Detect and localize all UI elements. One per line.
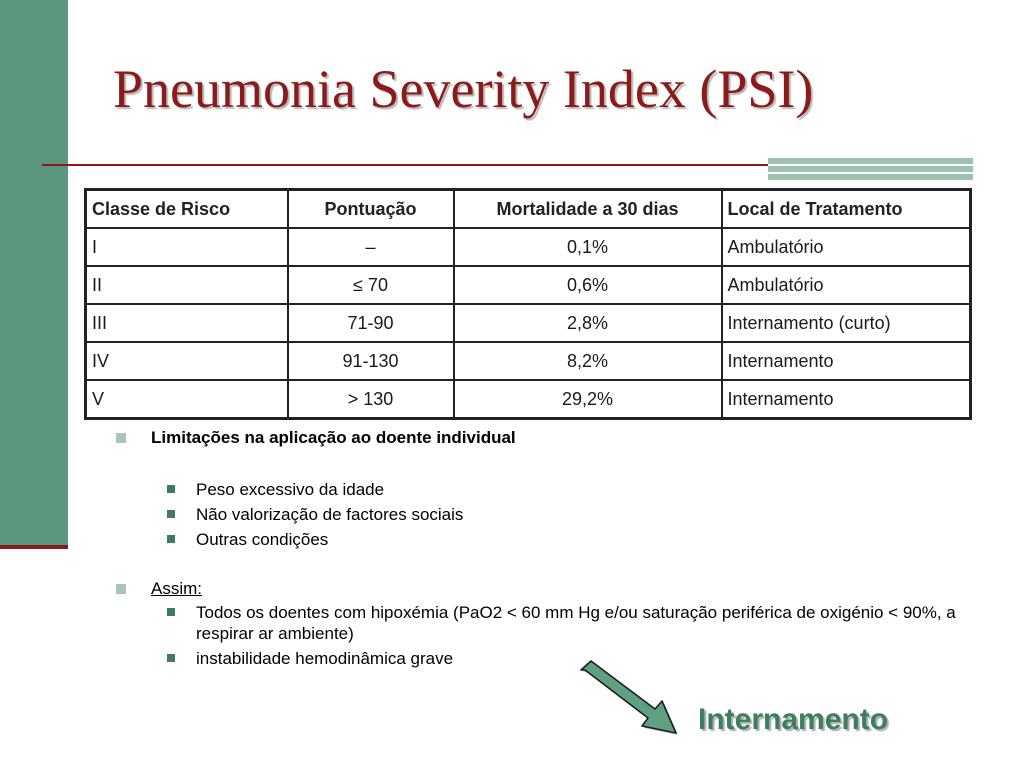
- cell-treatment-site: Ambulatório: [722, 228, 971, 266]
- header-mortality: Mortalidade a 30 dias: [454, 190, 722, 229]
- psi-risk-table: [84, 188, 972, 420]
- table-row: [86, 228, 971, 266]
- cell-treatment-site: Internamento (curto): [722, 304, 971, 342]
- table-header-row: [86, 190, 971, 229]
- conclusion-internamento: Internamento: [698, 703, 889, 736]
- slide-title: Pneumonia Severity Index (PSI): [113, 59, 814, 119]
- header-treatment-site: Local de Tratamento: [722, 190, 971, 229]
- cell-mortality: 0,1%: [454, 228, 722, 266]
- cell-risk-class: I: [86, 228, 288, 266]
- table-row: [86, 304, 971, 342]
- cell-treatment-site: Ambulatório: [722, 266, 971, 304]
- bullet-limitation-item: Outras condições: [113, 529, 973, 550]
- decorative-stripes: [768, 158, 973, 180]
- header-risk-class: Classe de Risco: [86, 190, 288, 229]
- cell-risk-class: IV: [86, 342, 288, 380]
- bullet-assim-heading: Assim:: [113, 577, 973, 601]
- side-accent-rule: [0, 545, 68, 549]
- bullet-list: [113, 426, 973, 669]
- cell-score: 91-130: [288, 342, 454, 380]
- table-row: [86, 266, 971, 304]
- table-row: [86, 342, 971, 380]
- cell-score: –: [288, 228, 454, 266]
- header-score: Pontuação: [288, 190, 454, 229]
- bullet-assim-item: Todos os doentes com hipoxémia (PaO2 < 60 mm Hg e/ou saturação periférica de oxigénio < 90%, a respirar ar ambiente): [113, 602, 973, 644]
- cell-mortality: 0,6%: [454, 266, 722, 304]
- cell-treatment-site: Internamento: [722, 342, 971, 380]
- cell-risk-class: III: [86, 304, 288, 342]
- side-accent-bar: [0, 0, 68, 545]
- bullet-limitation-item: Peso excessivo da idade: [113, 479, 973, 500]
- cell-mortality: 8,2%: [454, 342, 722, 380]
- cell-risk-class: II: [86, 266, 288, 304]
- cell-score: ≤ 70: [288, 266, 454, 304]
- cell-risk-class: V: [86, 380, 288, 419]
- cell-mortality: 2,8%: [454, 304, 722, 342]
- cell-treatment-site: Internamento: [722, 380, 971, 419]
- table-row: [86, 380, 971, 419]
- cell-score: 71-90: [288, 304, 454, 342]
- bullet-assim-item: instabilidade hemodinâmica grave: [113, 648, 973, 669]
- bullet-limitations-heading: Limitações na aplicação ao doente individual: [113, 426, 973, 450]
- cell-score: > 130: [288, 380, 454, 419]
- bullet-limitation-item: Não valorização de factores sociais: [113, 504, 973, 525]
- arrow-down-right-icon: [575, 660, 685, 740]
- cell-mortality: 29,2%: [454, 380, 722, 419]
